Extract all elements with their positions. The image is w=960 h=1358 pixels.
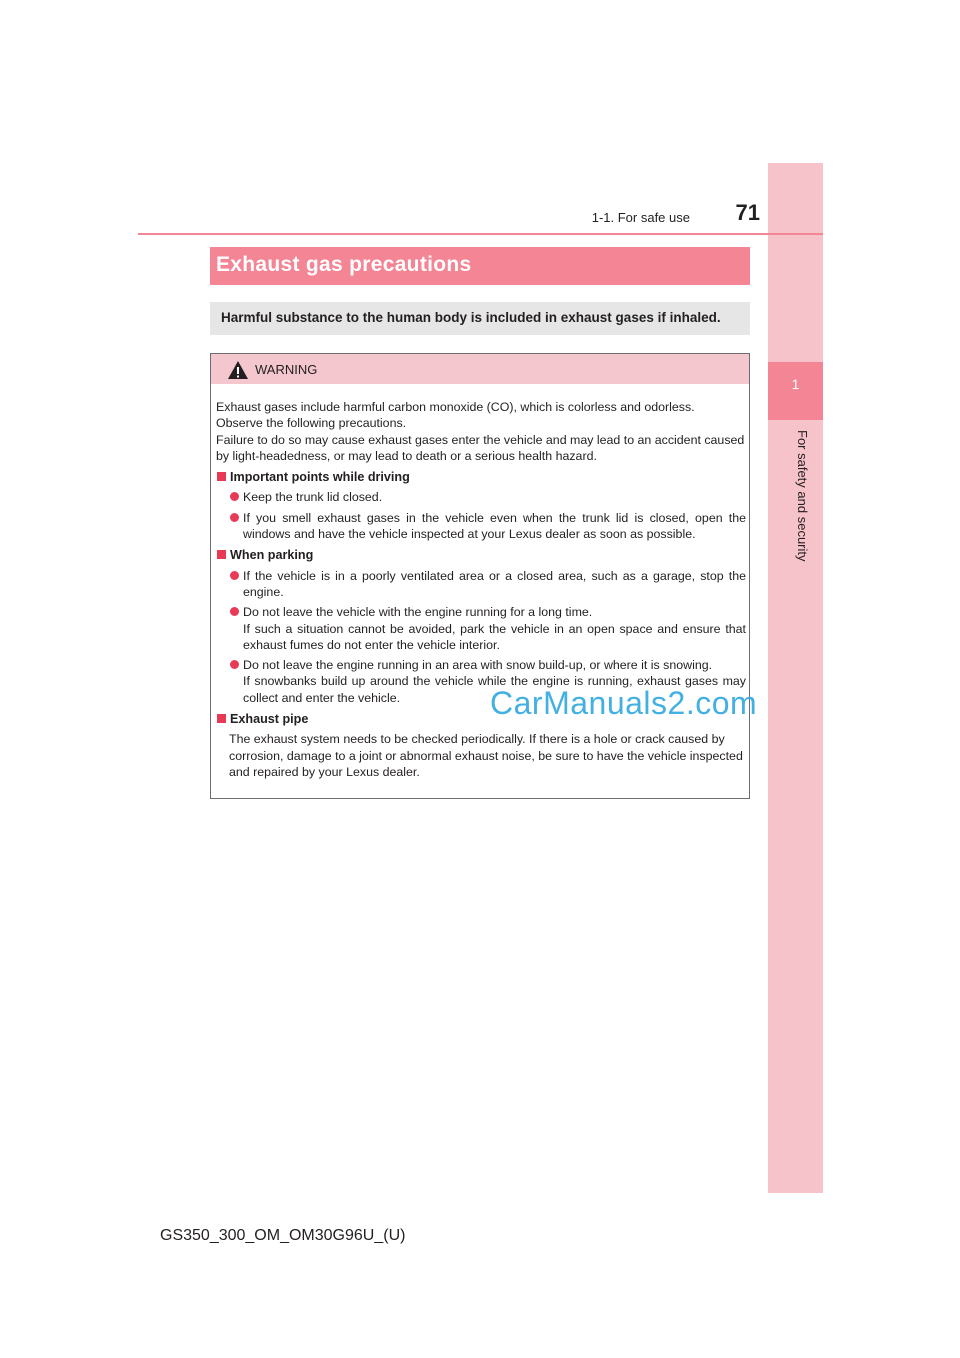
exhaust-pipe-text: The exhaust system needs to be checked periodically. If there is a hole or crack caused by corrosion, damage to a joint or abnormal exhaust noise, be sure to have the vehicle inspected and repaired by your Lexus dealer.	[229, 732, 743, 779]
chapter-side-tab	[768, 163, 823, 1193]
square-bullet-icon	[217, 472, 226, 481]
page-title: Exhaust gas precautions	[216, 253, 472, 276]
chapter-number: 1	[791, 376, 800, 392]
square-bullet-icon	[217, 714, 226, 723]
list-item: Do not leave the engine running in an area with snow build-up, or where it is snowing. If snowbanks build up around the vehicle while the engine is running, exhaust gases may collect and enter the vehicle.	[216, 657, 746, 706]
chapter-number-tab	[768, 362, 823, 420]
summary-text: Harmful substance to the human body is included in exhaust gases if inhaled.	[221, 310, 721, 325]
page-number: 71	[735, 200, 760, 225]
watermark: CarManuals2.com	[490, 685, 758, 721]
section-header: 1-1. For safe use	[591, 210, 690, 225]
footer-code: GS350_300_OM_OM30G96U_(U)	[160, 1227, 406, 1244]
circle-bullet-icon	[230, 607, 239, 616]
circle-bullet-icon	[230, 492, 239, 501]
list-item: Keep the trunk lid closed.	[216, 489, 746, 505]
section-heading: When parking	[216, 547, 746, 563]
warning-header	[211, 354, 749, 384]
list-item: Do not leave the vehicle with the engine running for a long time. If such a situation cannot be avoided, park the vehicle in an open space and ensure that exhaust fumes do not enter the vehicle interior.	[216, 604, 746, 653]
header-divider	[138, 233, 823, 235]
warning-body	[216, 399, 746, 780]
section-heading: Exhaust pipe	[216, 711, 746, 727]
square-bullet-icon	[217, 550, 226, 559]
warning-box	[210, 353, 750, 799]
list-item: If you smell exhaust gases in the vehicle even when the trunk lid is closed, open the windows and have the vehicle inspected at your Lexus dealer as soon as possible.	[216, 510, 746, 543]
section-heading: Important points while driving	[216, 469, 746, 485]
warning-intro-2: Observe the following precautions.	[216, 416, 407, 431]
warning-triangle-icon	[227, 360, 249, 380]
warning-label: WARNING	[255, 362, 318, 377]
chapter-title: For safety and security	[795, 430, 810, 562]
circle-bullet-icon	[230, 571, 239, 580]
warning-intro-1: Exhaust gases include harmful carbon monoxide (CO), which is colorless and odorless.	[216, 400, 695, 414]
summary-bar	[210, 302, 750, 335]
title-bar	[210, 247, 750, 285]
circle-bullet-icon	[230, 660, 239, 669]
circle-bullet-icon	[230, 513, 239, 522]
list-item: If the vehicle is in a poorly ventilated area or a closed area, such as a garage, stop the engine.	[216, 568, 746, 601]
warning-intro-3: Failure to do so may cause exhaust gases enter the vehicle and may lead to an accident caused by light-headedness, or may lead to death or a serious health hazard.	[216, 432, 745, 463]
